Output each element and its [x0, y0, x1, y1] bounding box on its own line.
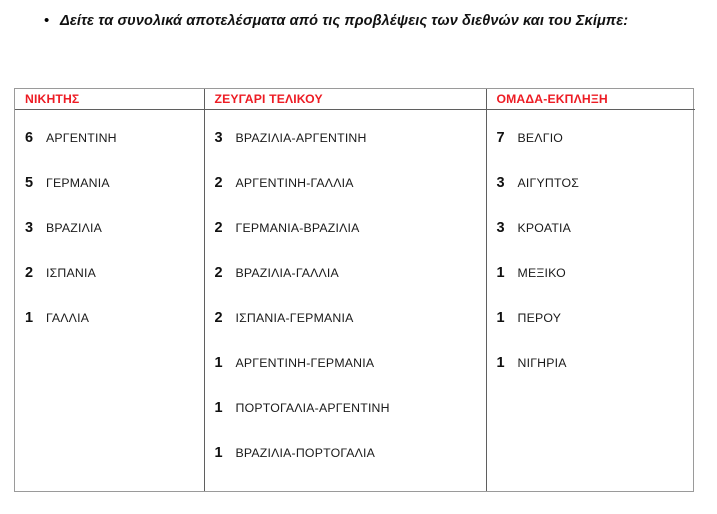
entry-label: ΒΕΛΓΙΟ — [517, 131, 564, 145]
entry-count: 2 — [214, 310, 223, 326]
list-item — [15, 310, 204, 355]
entry-label: ΜΕΞΙΚΟ — [517, 266, 566, 280]
list-item — [205, 175, 486, 220]
table-header-row — [15, 89, 695, 110]
entry-count: 3 — [496, 220, 505, 236]
cell-final-pairing — [204, 110, 486, 492]
entry-label: ΒΡΑΖΙΛΙΑ-ΑΡΓΕΝΤΙΝΗ — [235, 131, 367, 145]
entry-count: 1 — [496, 310, 505, 326]
entry-label: ΑΙΓΥΠΤΟΣ — [517, 176, 580, 190]
entry-count: 1 — [496, 355, 505, 371]
final-pairing-list — [205, 110, 486, 490]
entry-count: 5 — [25, 175, 34, 191]
list-item — [487, 130, 696, 175]
surprise-team-list — [487, 110, 696, 400]
entry-label: ΠΕΡΟΥ — [517, 311, 562, 325]
entry-count: 1 — [25, 310, 34, 326]
bullet-icon: • — [44, 12, 50, 29]
list-item — [15, 175, 204, 220]
entry-count: 3 — [214, 130, 223, 146]
list-item — [205, 355, 486, 400]
predictions-results-table — [14, 88, 694, 492]
entry-count: 2 — [214, 175, 223, 191]
list-item — [15, 265, 204, 310]
list-item — [15, 130, 204, 175]
entry-label: ΓΕΡΜΑΝΙΑ — [46, 176, 110, 190]
table-header-row-group — [15, 89, 695, 110]
entry-label: ΒΡΑΖΙΛΙΑ — [46, 221, 103, 235]
intro-bullet-paragraph — [44, 8, 684, 34]
entry-label: ΒΡΑΖΙΛΙΑ-ΠΟΡΤΟΓΑΛΙΑ — [235, 446, 376, 460]
list-item — [205, 445, 486, 490]
list-item — [205, 265, 486, 310]
list-item — [205, 400, 486, 445]
entry-count: 2 — [214, 265, 223, 281]
entry-count: 2 — [25, 265, 34, 281]
list-item — [205, 220, 486, 265]
list-item — [205, 130, 486, 175]
entry-count: 6 — [25, 130, 34, 146]
list-item — [487, 310, 696, 355]
list-item — [205, 310, 486, 355]
entry-count: 1 — [214, 355, 223, 371]
list-item — [487, 265, 696, 310]
entry-label: ΠΟΡΤΟΓΑΛΙΑ-ΑΡΓΕΝΤΙΝΗ — [235, 401, 390, 415]
entry-label: ΓΑΛΛΙΑ — [46, 311, 90, 325]
list-item — [487, 175, 696, 220]
entry-count: 3 — [496, 175, 505, 191]
entry-count: 1 — [214, 400, 223, 416]
entry-label: ΙΣΠΑΝΙΑ — [46, 266, 96, 280]
entry-count: 1 — [214, 445, 223, 461]
column-header-winner: ΝΙΚΗΤΗΣ — [15, 89, 204, 110]
entry-count: 3 — [25, 220, 34, 236]
column-header-final-pairing: ΖΕΥΓΑΡΙ ΤΕΛΙΚΟΥ — [204, 89, 486, 110]
table-body — [15, 110, 695, 492]
cell-winner — [15, 110, 204, 492]
entry-label: ΒΡΑΖΙΛΙΑ-ΓΑΛΛΙΑ — [235, 266, 339, 280]
results-table-grid — [15, 89, 695, 491]
entry-count: 1 — [496, 265, 505, 281]
intro-text: Δείτε τα συνολικά αποτελέσματα από τις προβλέψεις των διεθνών και του Σκίμπε: — [60, 13, 629, 29]
entry-count: 7 — [496, 130, 505, 146]
winner-list — [15, 110, 204, 355]
cell-surprise-team — [486, 110, 695, 492]
entry-label: ΓΕΡΜΑΝΙΑ-ΒΡΑΖΙΛΙΑ — [235, 221, 360, 235]
entry-label: ΑΡΓΕΝΤΙΝΗ-ΓΕΡΜΑΝΙΑ — [235, 356, 375, 370]
list-item — [15, 220, 204, 265]
entry-label: ΑΡΓΕΝΤΙΝΗ — [46, 131, 117, 145]
entry-label: ΙΣΠΑΝΙΑ-ΓΕΡΜΑΝΙΑ — [235, 311, 354, 325]
column-header-surprise-team: ΟΜΑΔΑ-ΕΚΠΛΗΞΗ — [486, 89, 695, 110]
entry-label: ΑΡΓΕΝΤΙΝΗ-ΓΑΛΛΙΑ — [235, 176, 354, 190]
list-item — [487, 220, 696, 265]
entry-count: 2 — [214, 220, 223, 236]
list-item — [487, 355, 696, 400]
entry-label: ΝΙΓΗΡΙΑ — [517, 356, 567, 370]
table-row — [15, 110, 695, 492]
entry-label: ΚΡΟΑΤΙΑ — [517, 221, 572, 235]
